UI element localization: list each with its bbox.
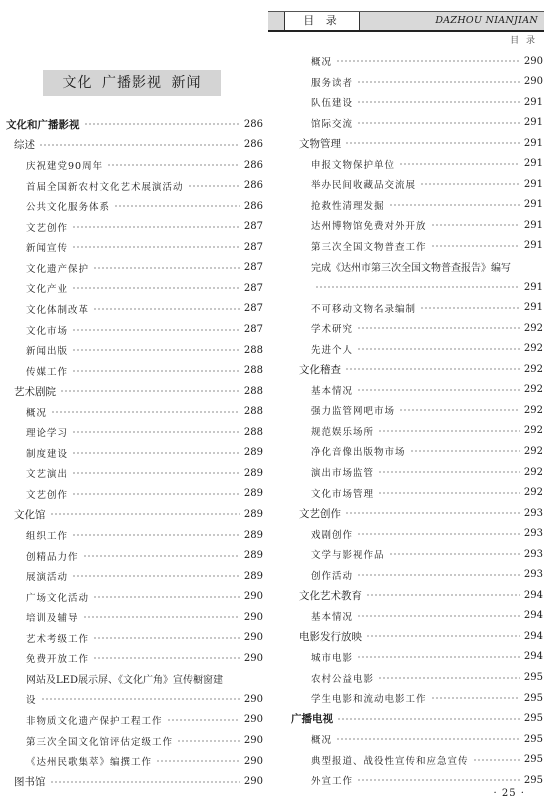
- toc-leader-dots: [357, 348, 520, 350]
- toc-entry-page: 291: [523, 302, 543, 314]
- toc-entry: [311, 196, 543, 214]
- toc-leader-dots: [72, 431, 240, 433]
- toc-entry-page: 292: [523, 384, 543, 396]
- toc-leader-dots: [114, 205, 240, 207]
- toc-entry: [26, 321, 263, 339]
- toc-entry-page: 287: [243, 303, 263, 315]
- toc-entry-page: 295: [523, 672, 543, 683]
- toc-leader-dots: [357, 656, 520, 658]
- toc-entry: [26, 279, 263, 297]
- toc-leader-dots: [72, 329, 240, 331]
- toc-entry: [311, 751, 543, 769]
- toc-entry: [311, 463, 543, 481]
- toc-entry-page: 288: [243, 365, 263, 377]
- toc-entry-title: 第三次全国文物普查工作: [311, 241, 427, 253]
- toc-entry: [26, 423, 263, 441]
- toc-entry-title: 理论学习: [26, 428, 69, 440]
- toc-entry-title: 首届全国新农村文化艺术展演活动: [26, 181, 184, 193]
- toc-entry-title: 净化音像出版物市场: [311, 447, 406, 459]
- toc-entry-title: 广场文化活动: [26, 592, 90, 604]
- toc-entry-page: 289: [243, 467, 263, 479]
- toc-entry-page: 295: [523, 692, 543, 704]
- toc-entry-page: 287: [243, 262, 263, 274]
- header-subtitle: 目 录: [510, 36, 537, 46]
- toc-leader-dots: [337, 718, 520, 720]
- toc-entry-page: 290: [243, 776, 263, 788]
- toc-entry-title: 图书馆: [14, 776, 46, 789]
- toc-entry-title: 申报文物保护单位: [311, 159, 396, 171]
- toc-leader-dots: [431, 224, 520, 226]
- toc-leader-dots: [83, 555, 240, 557]
- toc-entry: [26, 238, 263, 256]
- toc-entry-title: 展演活动: [26, 572, 69, 584]
- toc-entry-page: 291: [523, 240, 543, 252]
- toc-leader-dots: [378, 492, 520, 494]
- toc-entry-page: 292: [523, 445, 543, 457]
- toc-entry-page: 292: [523, 343, 543, 355]
- toc-entry-title: 文艺创作: [26, 489, 69, 501]
- toc-leader-dots: [177, 740, 240, 742]
- toc-entry-page: 289: [243, 529, 263, 541]
- toc-entry-title: 概况: [311, 57, 333, 68]
- toc-leader-dots: [378, 430, 520, 432]
- toc-entry-title: 文艺演出: [26, 469, 69, 481]
- toc-entry-title: 文化市场: [26, 325, 69, 337]
- toc-entry-title: 电影发行放映: [299, 630, 362, 643]
- toc-entry-title: 广播电视: [291, 713, 333, 726]
- toc-entry-page: 290: [523, 76, 543, 88]
- toc-entry-title: 新闻出版: [26, 346, 69, 358]
- toc-entry-page: 290: [243, 755, 263, 767]
- toc-entry-page: 288: [243, 385, 263, 397]
- toc-leader-dots: [72, 575, 240, 577]
- toc-entry-title: 基本情况: [311, 611, 354, 623]
- toc-leader-dots: [389, 553, 520, 555]
- toc-entry: [26, 300, 263, 318]
- toc-leader-dots: [366, 635, 520, 637]
- toc-entry-title: 非物质文化遗产保护工程工作: [26, 715, 163, 727]
- toc-entry-page: 294: [523, 651, 543, 663]
- toc-entry-page: 291: [523, 158, 543, 170]
- toc-leader-dots: [50, 513, 240, 515]
- toc-entry: [26, 197, 263, 215]
- toc-entry-page: 292: [523, 487, 543, 499]
- page-number: · 25 ·: [493, 788, 525, 799]
- toc-leader-dots: [156, 760, 240, 762]
- toc-entry-title: 文化艺术教育: [299, 589, 362, 602]
- toc-entry-title: 网站及LED展示屏、《文化广角》宣传橱窗建: [26, 675, 223, 687]
- toc-entry: [311, 689, 543, 707]
- toc-entry-title: 典型报道、战役性宣传和应急宣传: [311, 755, 469, 767]
- toc-entry-page: 286: [243, 200, 263, 212]
- toc-entry-page: 292: [523, 363, 543, 375]
- toc-entry-page: 292: [523, 322, 543, 334]
- toc-leader-dots: [366, 594, 520, 596]
- toc-leader-dots: [167, 719, 240, 721]
- toc-leader-dots: [72, 287, 240, 289]
- toc-entry-title: 完成《达州市第三次全国文物普查报告》编写: [311, 263, 511, 274]
- toc-entry-title: 免费开放工作: [26, 654, 90, 666]
- toc-entry: [311, 258, 543, 276]
- toc-entry-title: 庆祝建党90周年: [26, 161, 104, 173]
- toc-leader-dots: [357, 779, 520, 781]
- toc-entry-title: 艺术剧院: [14, 385, 56, 398]
- toc-leader-dots: [431, 697, 520, 699]
- toc-entry-title: 组织工作: [26, 531, 69, 542]
- toc-entry: [26, 341, 263, 359]
- toc-entry-page: 291: [523, 281, 543, 293]
- toc-entry-title: 传媒工作: [26, 366, 69, 378]
- toc-entry-page: 287: [243, 241, 263, 253]
- toc-entry-page: 294: [523, 589, 543, 601]
- toc-entry-page: 290: [243, 693, 263, 705]
- toc-leader-dots: [357, 389, 520, 391]
- toc-entry-title: 文学与影视作品: [311, 550, 385, 562]
- toc-entry-title: 学术研究: [311, 324, 354, 336]
- toc-entry-page: 287: [243, 282, 263, 294]
- toc-entry-title: 文化和广播影视: [6, 118, 80, 131]
- toc-entry: [26, 156, 263, 174]
- toc-entry: [299, 134, 543, 152]
- toc-leader-dots: [84, 123, 240, 125]
- toc-leader-dots: [72, 472, 240, 474]
- toc-entry-page: 291: [523, 219, 543, 231]
- toc-entry: [311, 278, 543, 296]
- toc-leader-dots: [357, 574, 520, 576]
- toc-entry-title: 达州博物馆免费对外开放: [311, 221, 427, 233]
- toc-entry-page: 290: [243, 714, 263, 726]
- toc-entry-title: 文艺创作: [299, 507, 341, 520]
- toc-entry-page: 292: [523, 404, 543, 416]
- toc-entry-title: 培训及辅导: [26, 613, 79, 625]
- toc-entry: [311, 299, 543, 317]
- section-title: 文化 广播影视 新闻: [43, 70, 221, 96]
- toc-entry-title: 综述: [14, 139, 35, 152]
- toc-entry: [299, 360, 543, 378]
- toc-leader-dots: [357, 615, 520, 617]
- toc-entry-page: 290: [243, 611, 263, 623]
- toc-entry-page: 288: [243, 344, 263, 356]
- section-header-label: 目 录: [284, 12, 360, 30]
- toc-leader-dots: [357, 122, 520, 124]
- toc-leader-dots: [399, 163, 520, 165]
- toc-entry: [311, 340, 543, 358]
- toc-entry-page: 288: [243, 406, 263, 418]
- toc-entry-title: 馆际交流: [311, 118, 354, 130]
- toc-leader-dots: [473, 759, 520, 761]
- toc-entry-title: 第三次全国文化馆评估定级工作: [26, 736, 174, 748]
- toc-entry-page: 295: [523, 774, 543, 786]
- toc-entry: [26, 547, 263, 565]
- toc-entry: [311, 381, 543, 399]
- toc-entry: [14, 773, 263, 791]
- toc-entry: [311, 93, 543, 111]
- toc-leader-dots: [389, 204, 520, 206]
- toc-entry: [311, 648, 543, 666]
- toc-entry: [14, 136, 263, 154]
- toc-entry-title: 创精品力作: [26, 551, 79, 563]
- toc-leader-dots: [420, 307, 520, 309]
- toc-leader-dots: [93, 596, 240, 598]
- toc-leader-dots: [93, 267, 240, 269]
- toc-leader-dots: [345, 368, 520, 370]
- toc-entry: [311, 545, 543, 563]
- toc-entry: [26, 218, 263, 236]
- toc-entry-page: 293: [523, 528, 543, 540]
- toc-entry: [299, 627, 543, 645]
- toc-entry: [26, 526, 263, 544]
- toc-entry: [26, 259, 263, 277]
- toc-entry-title: 文艺创作: [26, 222, 69, 234]
- toc-leader-dots: [357, 81, 520, 83]
- toc-entry-title: 演出市场监管: [311, 468, 375, 479]
- toc-entry: [311, 175, 543, 193]
- toc-entry: [311, 319, 543, 337]
- toc-entry: [311, 669, 543, 687]
- toc-leader-dots: [72, 226, 240, 228]
- toc-leader-dots: [420, 183, 520, 185]
- toc-entry: [311, 730, 543, 748]
- toc-entry: [26, 362, 263, 380]
- toc-entry-title: 文化市场管理: [311, 488, 375, 500]
- toc-entry-page: 292: [523, 466, 543, 478]
- toc-entry-title: 设: [26, 695, 37, 707]
- toc-entry-title: 文化馆: [14, 508, 46, 521]
- toc-entry: [6, 115, 263, 133]
- toc-entry-page: 293: [523, 548, 543, 560]
- toc-entry-page: 291: [523, 199, 543, 211]
- toc-entry-page: 287: [243, 221, 263, 233]
- toc-entry: [26, 711, 263, 729]
- toc-entry-page: 295: [523, 754, 543, 766]
- toc-entry-page: 286: [243, 139, 263, 151]
- toc-entry-page: 294: [523, 610, 543, 622]
- toc-entry: [311, 484, 543, 502]
- journal-name: DAZHOU NIANJIAN: [435, 15, 538, 26]
- toc-entry-title: 基本情况: [311, 385, 354, 397]
- toc-entry-title: 文化体制改革: [26, 304, 90, 316]
- toc-entry: [26, 444, 263, 462]
- toc-leader-dots: [93, 637, 240, 639]
- toc-entry: [311, 155, 543, 173]
- toc-entry-page: 291: [523, 178, 543, 190]
- toc-entry: [26, 732, 263, 750]
- toc-entry-page: 292: [523, 425, 543, 437]
- toc-entry-title: 文化遗产保护: [26, 263, 90, 275]
- toc-entry-page: 287: [243, 324, 263, 335]
- toc-leader-dots: [72, 349, 240, 351]
- toc-entry-title: 服务读者: [311, 77, 354, 89]
- toc-entry: [26, 403, 263, 421]
- toc-entry-title: 文物管理: [299, 137, 341, 150]
- toc-entry-title: 不可移动文物名录编制: [311, 303, 417, 315]
- toc-entry-page: 286: [243, 118, 263, 130]
- toc-leader-dots: [39, 144, 240, 146]
- toc-entry-page: 286: [243, 180, 263, 192]
- toc-leader-dots: [336, 738, 520, 740]
- toc-entry: [26, 629, 263, 647]
- toc-entry: [311, 607, 543, 625]
- toc-entry: [311, 114, 543, 132]
- toc-entry-title: 规范娱乐场所: [311, 426, 375, 438]
- toc-entry-title: 学生电影和流动电影工作: [311, 694, 427, 706]
- toc-leader-dots: [72, 452, 240, 454]
- toc-entry: [26, 177, 263, 195]
- toc-entry-page: 289: [243, 488, 263, 500]
- toc-entry-page: 289: [243, 570, 263, 582]
- toc-entry: [26, 690, 263, 708]
- toc-leader-dots: [107, 164, 240, 166]
- toc-leader-dots: [83, 616, 240, 618]
- toc-entry-page: 288: [243, 426, 263, 438]
- toc-entry-page: 289: [243, 550, 263, 562]
- toc-entry-page: 286: [243, 159, 263, 171]
- toc-entry: [311, 237, 543, 255]
- toc-leader-dots: [60, 390, 240, 392]
- toc-entry-page: 291: [523, 96, 543, 108]
- toc-entry: [311, 442, 543, 460]
- toc-entry-title: 新闻宣传: [26, 243, 69, 255]
- toc-leader-dots: [72, 493, 240, 495]
- toc-entry-page: 291: [523, 117, 543, 129]
- toc-leader-dots: [41, 698, 240, 700]
- toc-entry: [14, 382, 263, 400]
- toc-entry-title: 公共文化服务体系: [26, 202, 111, 214]
- section-header-bar: [268, 11, 544, 32]
- toc-entry: [311, 216, 543, 234]
- toc-entry-title: 举办民间收藏品交流展: [311, 180, 417, 192]
- toc-leader-dots: [431, 245, 520, 247]
- toc-entry-title: 先进个人: [311, 344, 354, 356]
- toc-leader-dots: [410, 450, 520, 452]
- toc-entry: [311, 566, 543, 584]
- toc-entry: [311, 771, 543, 789]
- toc-entry: [26, 752, 263, 770]
- toc-entry: [299, 586, 543, 604]
- toc-entry: [26, 588, 263, 606]
- toc-entry-page: 295: [523, 733, 543, 745]
- toc-entry-page: 290: [243, 632, 263, 644]
- toc-leader-dots: [345, 142, 520, 144]
- toc-leader-dots: [315, 286, 520, 288]
- toc-entry-title: 文化稽查: [299, 363, 341, 376]
- toc-entry-title: 外宣工作: [311, 776, 354, 788]
- toc-entry: [291, 710, 543, 728]
- toc-leader-dots: [357, 101, 520, 103]
- toc-leader-dots: [357, 327, 520, 329]
- toc-entry: [26, 670, 263, 688]
- toc-leader-dots: [336, 60, 520, 62]
- toc-entry-title: 创作活动: [311, 570, 354, 582]
- toc-entry: [299, 504, 543, 522]
- toc-entry: [26, 649, 263, 667]
- toc-entry: [311, 73, 543, 91]
- toc-entry-title: 《达州民歌集萃》编撰工作: [26, 757, 153, 769]
- toc-leader-dots: [72, 370, 240, 372]
- toc-leader-dots: [72, 246, 240, 248]
- toc-entry-page: 290: [243, 591, 263, 603]
- toc-entry-title: 队伍建设: [311, 98, 354, 110]
- toc-entry: [311, 525, 543, 543]
- toc-entry: [311, 401, 543, 419]
- toc-entry: [311, 52, 543, 70]
- toc-leader-dots: [378, 677, 520, 679]
- toc-entry-title: 概况: [311, 735, 333, 747]
- toc-entry-title: 制度建设: [26, 448, 69, 460]
- toc-entry-page: 289: [243, 447, 263, 459]
- toc-entry-page: 295: [523, 713, 543, 725]
- toc-entry-page: 293: [523, 507, 543, 519]
- toc-leader-dots: [93, 657, 240, 659]
- toc-leader-dots: [50, 781, 240, 783]
- toc-entry-title: 概况: [26, 407, 48, 419]
- toc-leader-dots: [357, 533, 520, 535]
- toc-entry-title: 戏剧创作: [311, 529, 354, 541]
- toc-entry-page: 294: [523, 630, 543, 642]
- toc-leader-dots: [93, 308, 240, 310]
- toc-entry: [26, 485, 263, 503]
- toc-entry: [26, 464, 263, 482]
- toc-leader-dots: [378, 471, 520, 473]
- toc-entry: [311, 422, 543, 440]
- toc-entry-page: 290: [243, 735, 263, 746]
- toc-leader-dots: [345, 512, 520, 514]
- toc-entry: [26, 567, 263, 585]
- toc-entry-title: 抢救性清理发掘: [311, 200, 385, 212]
- toc-entry-title: 城市电影: [311, 652, 354, 664]
- toc-entry-page: 290: [523, 55, 543, 67]
- toc-entry-page: 289: [243, 508, 263, 520]
- toc-entry-title: 农村公益电影: [311, 673, 375, 685]
- toc-entry-title: 艺术考级工作: [26, 633, 90, 645]
- toc-entry-page: 293: [523, 569, 543, 581]
- toc-leader-dots: [188, 185, 240, 187]
- toc-leader-dots: [399, 409, 520, 411]
- toc-entry: [14, 505, 263, 523]
- toc-leader-dots: [72, 534, 240, 536]
- toc-entry-page: 290: [243, 652, 263, 664]
- toc-entry-title: 文化产业: [26, 284, 69, 296]
- toc-entry-page: 291: [523, 137, 543, 149]
- toc-entry: [26, 608, 263, 626]
- toc-entry-title: 强力监管网吧市场: [311, 406, 396, 418]
- toc-leader-dots: [51, 411, 240, 413]
